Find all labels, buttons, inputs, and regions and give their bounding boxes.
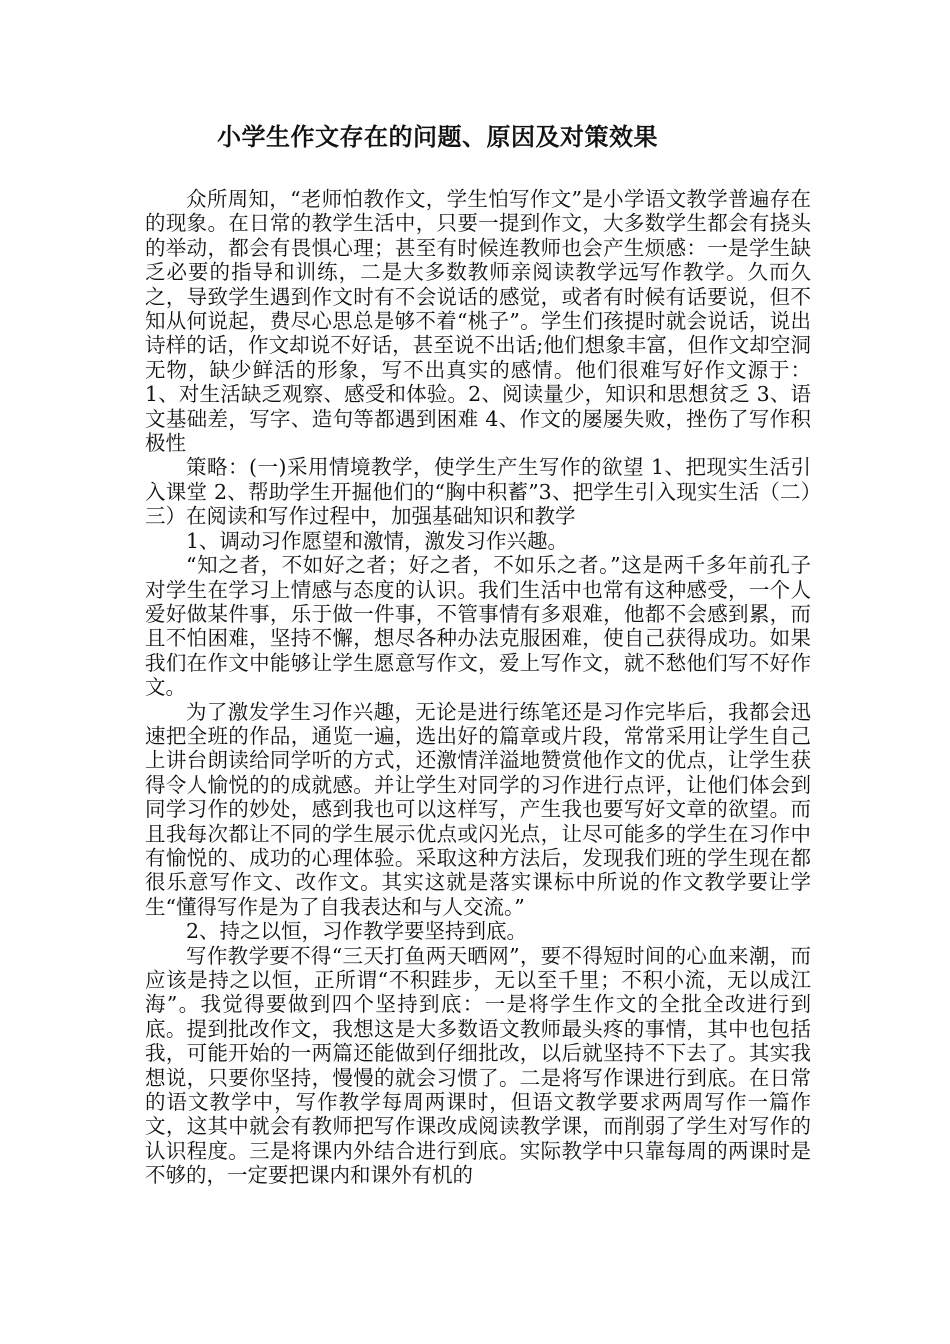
paragraph-persistence: 写作教学要不得“三天打鱼两天晒网”，要不得短时间的心血来潮，而应该是持之以恒，正所谓“不积跬步，无以至千里；不积小流，无以成江海”。我觉得要做到四个坚持到底：一是将学生作文的全批全改进行到底。提到批改作文，我想这是大多数语文教师最头疼的事情，其中也包括我，可能开始的一两篇还能做到仔细批改，以后就坚持不下去了。其实我想说，只要你坚持，慢慢的就会习惯了。二是将写作课进行到底。在日常的语文教学中，写作教学每周两课时，但语文教学要求两周写作一篇作文，这其中就会有教师把写作课改成阅读教学课，而削弱了学生对写作的认识程度。三是将课内外结合进行到底。实际教学中只靠每周的两课时是不够的，一定要把课内和课外有机的 — [145, 943, 811, 1188]
paragraph-confucius-quote: “知之者，不如好之者；好之者，不如乐之者。”这是两千多年前孔子对学生在学习上情感与态度的认识。我们生活中也常有这种感受，一个人爱好做某件事，乐于做一件事，不管事情有多艰难，他都不会感到累，而且不怕困难，坚持不懈，想尽各种办法克服困难，使自己获得成功。如果我们在作文中能够让学生愿意写作文，爱上写作文，就不愁他们写不好作文。 — [145, 553, 811, 700]
paragraph-heading-2: 2、持之以恒，习作教学要坚持到底。 — [186, 919, 528, 944]
document-page — [145, 117, 811, 1188]
document-title: 小学生作文存在的问题、原因及对策效果 — [217, 123, 658, 151]
paragraph-strategy: 策略：(一)采用情境教学，使学生产生写作的欲望 1、把现实生活引入课堂 2、帮助学生开掘他们的“胸中积蓄”3、把学生引入现实生活（二）三）在阅读和写作过程中，加强基础知识和教学 — [145, 455, 811, 529]
paragraph-intro: 众所周知，“老师怕教作文，学生怕写作文”是小学语文教学普遍存在的现象。在日常的教学生活中，只要一提到作文，大多数学生都会有挠头的举动，都会有畏惧心理；甚至有时候连教师也会产生烦感：一是学生缺乏必要的指导和训练，二是大多数教师亲阅读教学远写作教学。久而久之，导致学生遇到作文时有不会说话的感觉，或者有时候有话要说，但不知从何说起，费尽心思总是够不着“桃子”。学生们孩提时就会说话，说出诗样的话，作文却说不好话，甚至说不出话;他们想象丰富，但作文却空洞无物，缺少鲜活的形象，写不出真实的感情。他们很难写好作文源于：1、对生活缺乏观察、感受和体验。2、阅读量少，知识和思想贫乏 3、语文基础差，写字、造句等都遇到困难 4、作文的屡屡失败，挫伤了写作积极性 — [145, 187, 811, 456]
paragraph-interest: 为了激发学生习作兴趣，无论是进行练笔还是习作完毕后，我都会迅速把全班的作品，通览一遍，选出好的篇章或片段，常常采用让学生自己上讲台朗读给同学听的方式，还激情洋溢地赞赏他作文的优点，让学生获得令人愉悦的的成就感。并让学生对同学的习作进行点评，让他们体会到同学习作的妙处，感到我也可以这样写，产生我也要写好文章的欲望。而且我每次都让不同的学生展示优点或闪光点，让尽可能多的学生在习作中有愉悦的、成功的心理体验。采取这种方法后，发现我们班的学生现在都很乐意写作文、改作文。其实这就是落实课标中所说的作文教学要让学生“懂得写作是为了自我表达和与人交流。” — [145, 699, 811, 919]
paragraph-heading-1: 1、调动习作愿望和激情，激发习作兴趣。 — [186, 528, 569, 553]
